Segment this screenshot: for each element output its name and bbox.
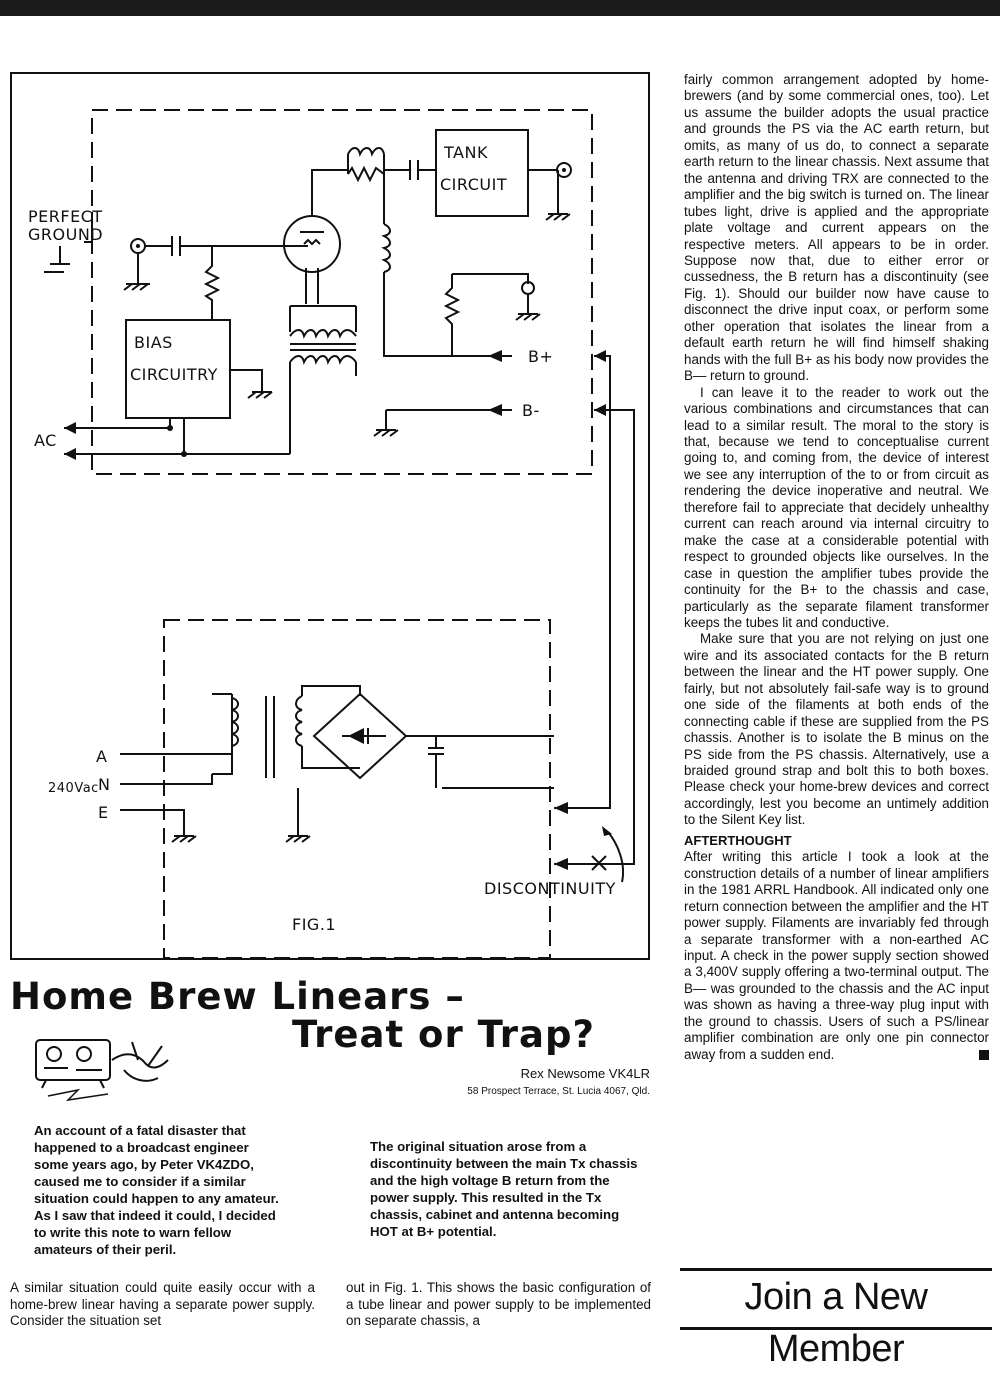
body-paragraph: I can leave it to the reader to work out the various combinations and circumstances that can lead to a similar result. The moral to the story is that, because we tend to conceptualise current going to, and coming from, the device of interest we see any interruption of the to or from circuit as rendering the device inoperative and neutral. We therefore fail to appreciate that decidely unhealthy current can reach around via internal circuitry to make the case at a considerable potential with respect to grounded objects like ourselves. In the case in question the amplifier tubes provide the continuity for the B+ to the chassis and case, particularly as the separate filament transformer keeps the tubes lit and conductive. xyxy=(684,384,989,630)
b-plus-label: B+ xyxy=(528,347,554,366)
afterthought-heading: AFTERTHOUGHT xyxy=(684,832,792,848)
parasitic-suppressor xyxy=(348,168,384,180)
tank-label-2: CIRCUIT xyxy=(440,175,508,194)
mains-a-label: A xyxy=(96,747,108,766)
figure-caption: FIG.1 xyxy=(292,915,337,934)
bias-label-2: CIRCUITRY xyxy=(130,365,218,384)
b-minus-interconnect xyxy=(554,410,634,864)
body-paragraph: fairly common arrangement adopted by home-brewers (and by some commercial ones, too). Let us assume the builder adopts the usual practice and grounds the PS via the AC earth return, but omits, as many of us do, to connect a separate earth return to the linear chassis. Next assume that the antenna and driving TRX are connected to the amplifier and the big switch is turned on. The linear tubes light, drive is applied and the appropriate plate voltage and current appears on the respective meters. All appears to be in order. Suppose now that, due to either error or cussedness, the B return has a discontinuity (see Fig. 1). Should our builder now have cause to disconnect the drive input coax, or perform some other operation that isolates the linear from a default earth return he will find himself shaking hands with the full B+ as his body now provides the B— return to ground. xyxy=(684,72,989,384)
grid-resistor xyxy=(206,246,218,320)
abstract-right: The original situation arose from a discontinuity between the main Tx chassis and the high voltage B return from the power supply. This resulted in the Tx chassis, cabinet and antenna becoming HOT at B+ potential. xyxy=(370,1139,638,1239)
perfect-ground-label-1: PERFECT xyxy=(28,207,103,226)
rf-choke xyxy=(384,224,390,272)
figure-1 xyxy=(10,72,650,960)
filter-capacitor xyxy=(406,736,482,788)
discontinuity-label: DISCONTINUITY xyxy=(484,879,616,898)
mains-e-label: E xyxy=(98,803,109,822)
meter-resistor xyxy=(446,274,458,356)
filament-transformer-secondary xyxy=(290,330,356,336)
body-paragraph: Make sure that you are not relying on just one wire and its associated contacts for the B return between the linear and the HT power supply. One fairly, but not absolutely fail-safe way is to ground one side of the filaments at both ends of the connecting cable if these are supplied from the PS chassis. Another is to isolate the B minus on the PS side from the PS chassis. Alternatively, use a braided ground strap and bolt this to both boxes. Please check your home-brew devices and correct accordingly, lest you become an untimely addition to the Silent Key list. xyxy=(684,631,989,828)
b-plus-interconnect xyxy=(554,356,610,808)
plate-choke xyxy=(348,148,384,154)
end-mark-icon xyxy=(979,1050,989,1060)
author-line: Rex Newsome VK4LR xyxy=(520,1066,650,1081)
right-text-column xyxy=(684,72,989,1063)
filament-transformer-primary xyxy=(290,356,356,362)
body-paragraph: A similar situation could quite easily occur with a home-brew linear having a separate power supply. Consider the situation set xyxy=(10,1280,315,1328)
ps-transformer-secondary xyxy=(296,696,302,746)
body-column-1 xyxy=(10,1280,315,1330)
output-capacitor xyxy=(384,160,436,180)
top-scan-strip xyxy=(0,0,1000,16)
bias-label-1: BIAS xyxy=(134,333,173,352)
tank-label-1: TANK xyxy=(444,143,488,162)
mains-voltage-label: 240Vac xyxy=(48,781,99,796)
mains-n-label: N xyxy=(98,775,111,794)
b-minus-label: B- xyxy=(522,401,540,420)
schematic-diagram xyxy=(12,74,652,962)
title-line-1: Home Brew Linears – xyxy=(10,975,465,1018)
body-paragraph: out in Fig. 1. This shows the basic configuration of a tube linear and power supply to be implemented on separate chassis, a xyxy=(346,1280,651,1328)
cartoon-illustration xyxy=(28,1030,178,1106)
abstract-left: An account of a fatal disaster that happened to a broadcast engineer some years ago, by Peter VK4ZDO, caused me to consider if a similar situation could happen to any amateur. As I saw that indeed it could, I decided to write this note to warn fellow amateurs of their peril. xyxy=(34,1123,279,1257)
perfect-ground-label-2: GROUND xyxy=(28,225,104,244)
linear-chassis-outline xyxy=(92,110,592,474)
afterthought-paragraph: After writing this article I took a look at the construction details of a number of linear amplifiers in the 1981 ARRL Handbook. All indicated only one return connection between the amplifier and the HT power supply. Filaments are invariably fed through a separate transformer with a non-earthed AC input. A check in the power supply section showed a 3,400V supply offering a two-terminal output. The B— was grounded to the chassis and the AC input was shown as having a three-way plug input with the ground to chassis. Users of such a PS/linear amplifier combination are only one pin connector away from a sudden end. xyxy=(684,849,989,1062)
join-banner: Join a New Member xyxy=(680,1268,992,1330)
author-address: 58 Prospect Terrace, St. Lucia 4067, Qld. xyxy=(467,1086,650,1097)
title-line-2: Treat or Trap? xyxy=(292,1013,595,1056)
perfect-ground-symbol xyxy=(44,246,70,272)
body-column-2 xyxy=(346,1280,651,1330)
ac-label: AC xyxy=(34,431,57,450)
